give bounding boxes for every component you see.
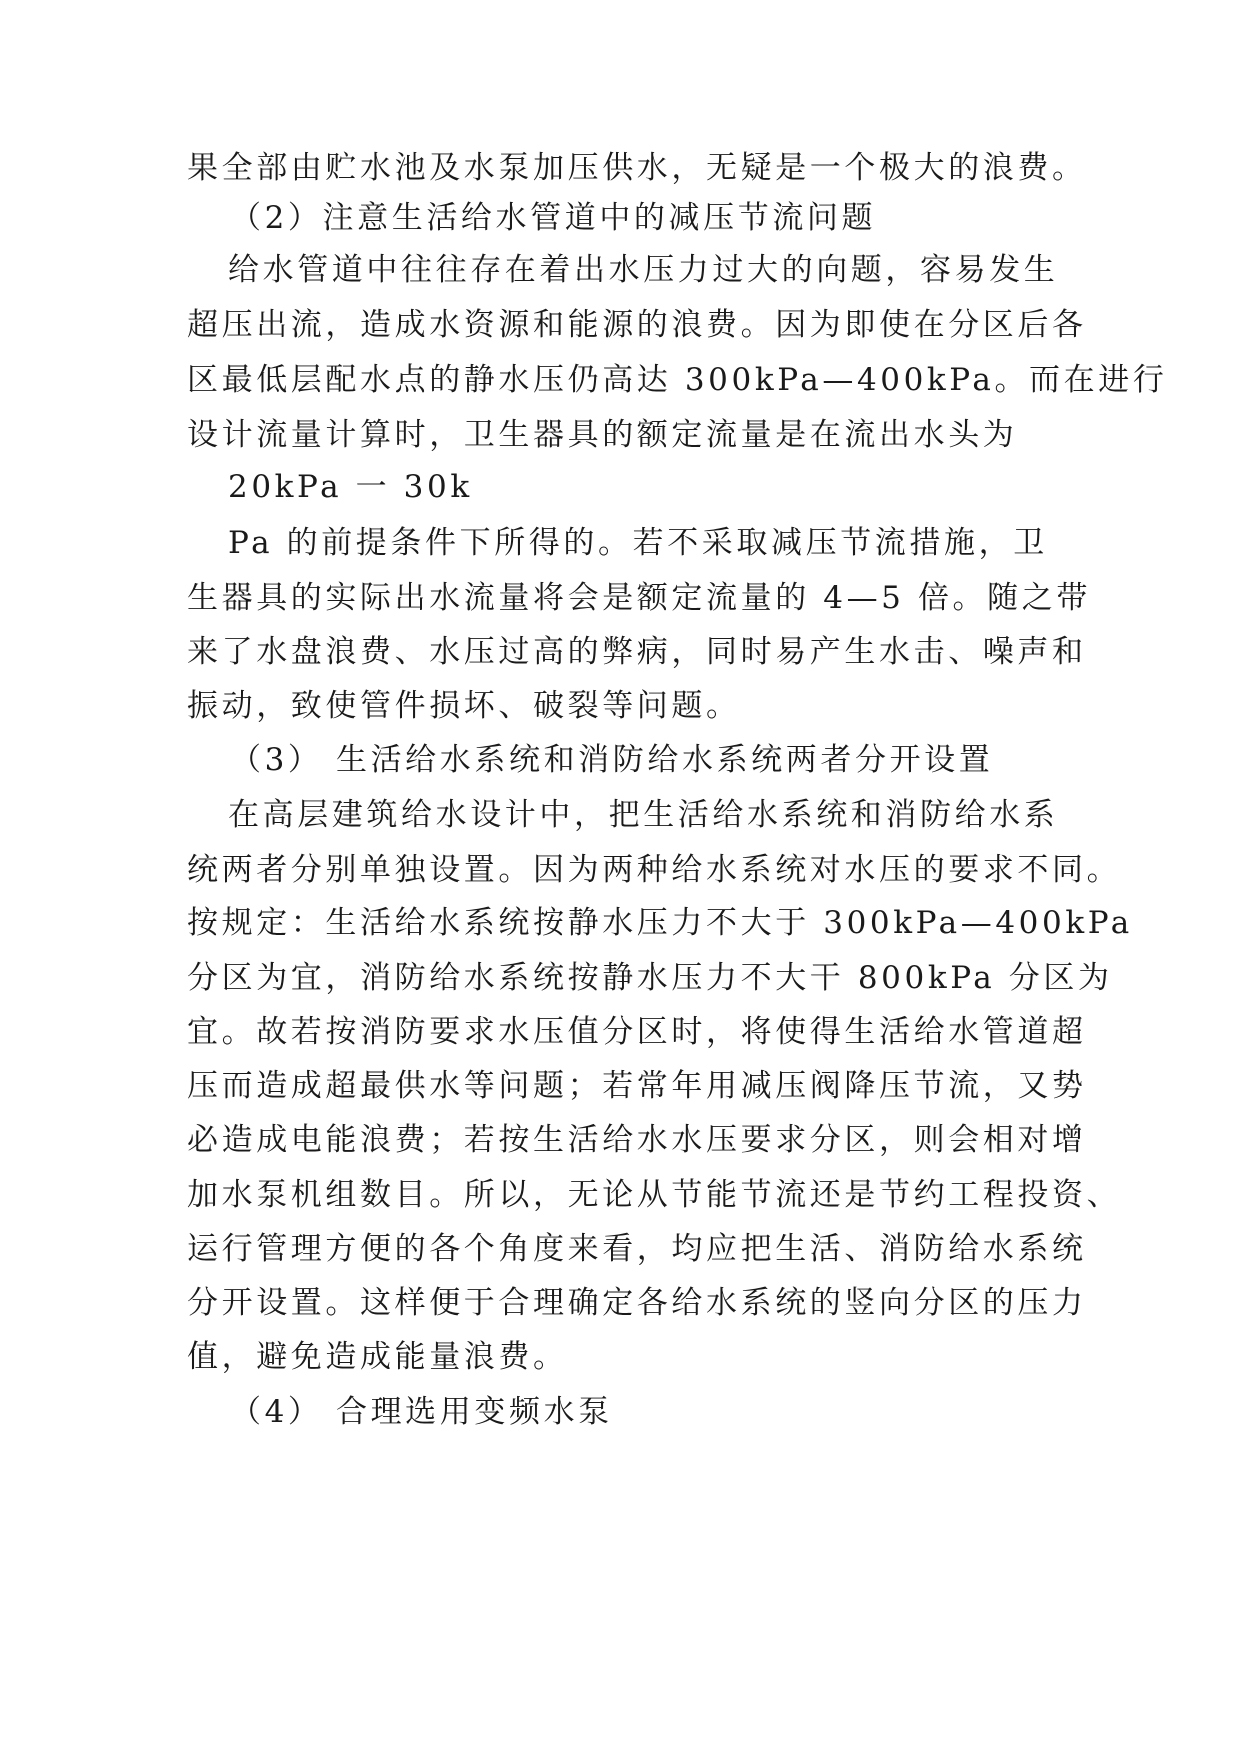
- text-line-9: 生器具的实际出水流量将会是额定流量的 4—5 倍。随之带: [187, 580, 1091, 616]
- text-line-10: 来了水盘浪费、水压过高的弊病，同时易产生水击、噪声和: [187, 634, 1087, 670]
- text-line-7: 20kPa 一 30k: [228, 469, 473, 505]
- text-line-4: 超压出流，造成水资源和能源的浪费。因为即使在分区后各: [187, 307, 1087, 343]
- text-line-6: 设计流量计算时，卫生器具的额定流量是在流出水头为: [187, 417, 1018, 453]
- section-heading-2: （2）注意生活给水管道中的减压节流问题: [230, 200, 877, 236]
- section-heading-4: （4） 合理选用变频水泵: [230, 1394, 613, 1430]
- text-line-23: 值，避免造成能量浪费。: [187, 1339, 568, 1375]
- text-line-11: 振动，致使管件损坏、破裂等问题。: [187, 688, 741, 724]
- text-line-22: 分开设置。这样便于合理确定各给水系统的竖向分区的压力: [187, 1285, 1087, 1321]
- text-line-13: 在高层建筑给水设计中，把生活给水系统和消防给水系: [228, 797, 1059, 833]
- text-line-5: 区最低层配水点的静水压仍高达 300kPa—400kPa。而在进行: [187, 362, 1168, 398]
- text-line-19: 必造成电能浪费；若按生活给水水压要求分区，则会相对增: [187, 1122, 1087, 1158]
- text-line-14: 统两者分别单独设置。因为两种给水系统对水压的要求不同。: [187, 852, 1122, 888]
- text-line-17: 宜。故若按消防要求水压值分区时，将使得生活给水管道超: [187, 1014, 1087, 1050]
- text-line-15: 按规定：生活给水系统按静水压力不大于 300kPa—400kPa: [187, 905, 1133, 941]
- text-line-1: 果全部由贮水池及水泵加压供水，无疑是一个极大的浪费。: [187, 150, 1087, 186]
- text-line-21: 运行管理方便的各个角度来看，均应把生活、消防给水系统: [187, 1231, 1087, 1267]
- text-line-20: 加水泵机组数目。所以，无论从节能节流还是节约工程投资、: [187, 1177, 1122, 1213]
- text-line-16: 分区为宜，消防给水系统按静水压力不大干 800kPa 分区为: [187, 960, 1113, 996]
- section-heading-3: （3） 生活给水系统和消防给水系统两者分开设置: [230, 742, 994, 778]
- text-line-18: 压而造成超最供水等问题；若常年用减压阀降压节流，又势: [187, 1068, 1087, 1104]
- text-line-3: 给水管道中往往存在着出水压力过大的向题，容易发生: [228, 252, 1059, 288]
- text-line-8: Pa 的前提条件下所得的。若不采取减压节流措施，卫: [228, 525, 1048, 561]
